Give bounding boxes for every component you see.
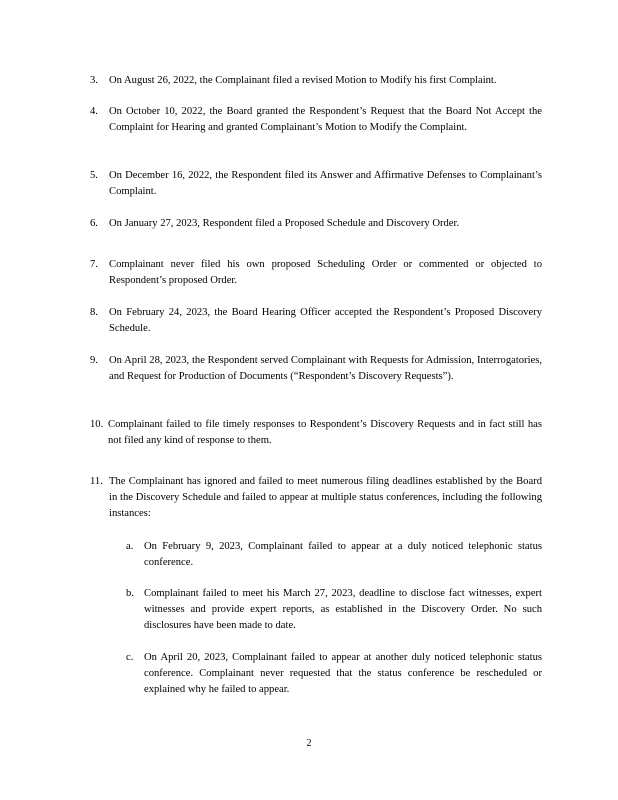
subparagraph-letter: b. — [126, 588, 134, 599]
subparagraph-letter: c. — [126, 652, 134, 663]
subparagraph-text: On February 9, 2023, Complainant failed to appear at a duly noticed telephonic status conference. — [144, 541, 542, 569]
paragraph-9 — [90, 353, 542, 385]
paragraph-number: 9. — [90, 355, 98, 366]
paragraph-11 — [90, 474, 542, 523]
paragraph-3 — [90, 73, 542, 89]
page-number: 2 — [306, 738, 312, 749]
subparagraph-text: On April 20, 2023, Complainant failed to appear at another duly noticed telephonic status conference. Complainant never requested that the status conference be rescheduled or explained why he failed to appear. — [144, 652, 542, 696]
paragraph-text: On April 28, 2023, the Respondent served Complainant with Requests for Admission, Interrogatories, and Request for Production of Documents (“Respondent’s Discovery Requests”). — [109, 355, 542, 383]
subparagraph-c — [126, 650, 542, 699]
paragraph-7 — [90, 257, 542, 289]
paragraph-number: 5. — [90, 170, 98, 181]
paragraph-5 — [90, 168, 542, 200]
paragraph-text: On February 24, 2023, the Board Hearing Officer accepted the Respondent’s Proposed Discovery Schedule. — [109, 307, 542, 335]
paragraph-number: 7. — [90, 259, 98, 270]
paragraph-number: 10. — [90, 419, 104, 430]
paragraph-text: On October 10, 2022, the Board granted the Respondent’s Request that the Board Not Accept the Complaint for Hearing and granted Complainant’s Motion to Modify the Complaint. — [109, 106, 542, 134]
subparagraph-a — [126, 539, 542, 571]
paragraph-4 — [90, 104, 542, 136]
paragraph-number: 6. — [90, 218, 98, 229]
subparagraph-text: Complainant failed to meet his March 27, 2023, deadline to disclose fact witnesses, expert witnesses and provide expert reports, as established in the Discovery Order. No such disclosures have been made to date. — [144, 588, 542, 632]
paragraph-text: On August 26, 2022, the Complainant filed a revised Motion to Modify his first Complaint. — [109, 75, 497, 86]
paragraph-text: Complainant never filed his own proposed Scheduling Order or commented or objected to Respondent’s proposed Order. — [109, 259, 542, 287]
paragraph-number: 11. — [90, 476, 103, 487]
paragraph-number: 4. — [90, 106, 98, 117]
paragraph-number: 8. — [90, 307, 98, 318]
subparagraph-b — [126, 586, 542, 635]
paragraph-6 — [90, 216, 542, 232]
subparagraph-letter: a. — [126, 541, 134, 552]
paragraph-text: On January 27, 2023, Respondent filed a Proposed Schedule and Discovery Order. — [109, 218, 460, 229]
paragraph-8 — [90, 305, 542, 337]
paragraph-text: Complainant failed to file timely responses to Respondent’s Discovery Requests and in fact still has not filed any kind of response to them. — [108, 419, 542, 447]
paragraph-text: The Complainant has ignored and failed to meet numerous filing deadlines established by the Board in the Discovery Schedule and failed to appear at multiple status conferences, including the following instances: — [109, 476, 542, 520]
paragraph-10 — [90, 417, 542, 449]
paragraph-number: 3. — [90, 75, 98, 86]
paragraph-text: On December 16, 2022, the Respondent filed its Answer and Affirmative Defenses to Complainant’s Complaint. — [109, 170, 542, 198]
